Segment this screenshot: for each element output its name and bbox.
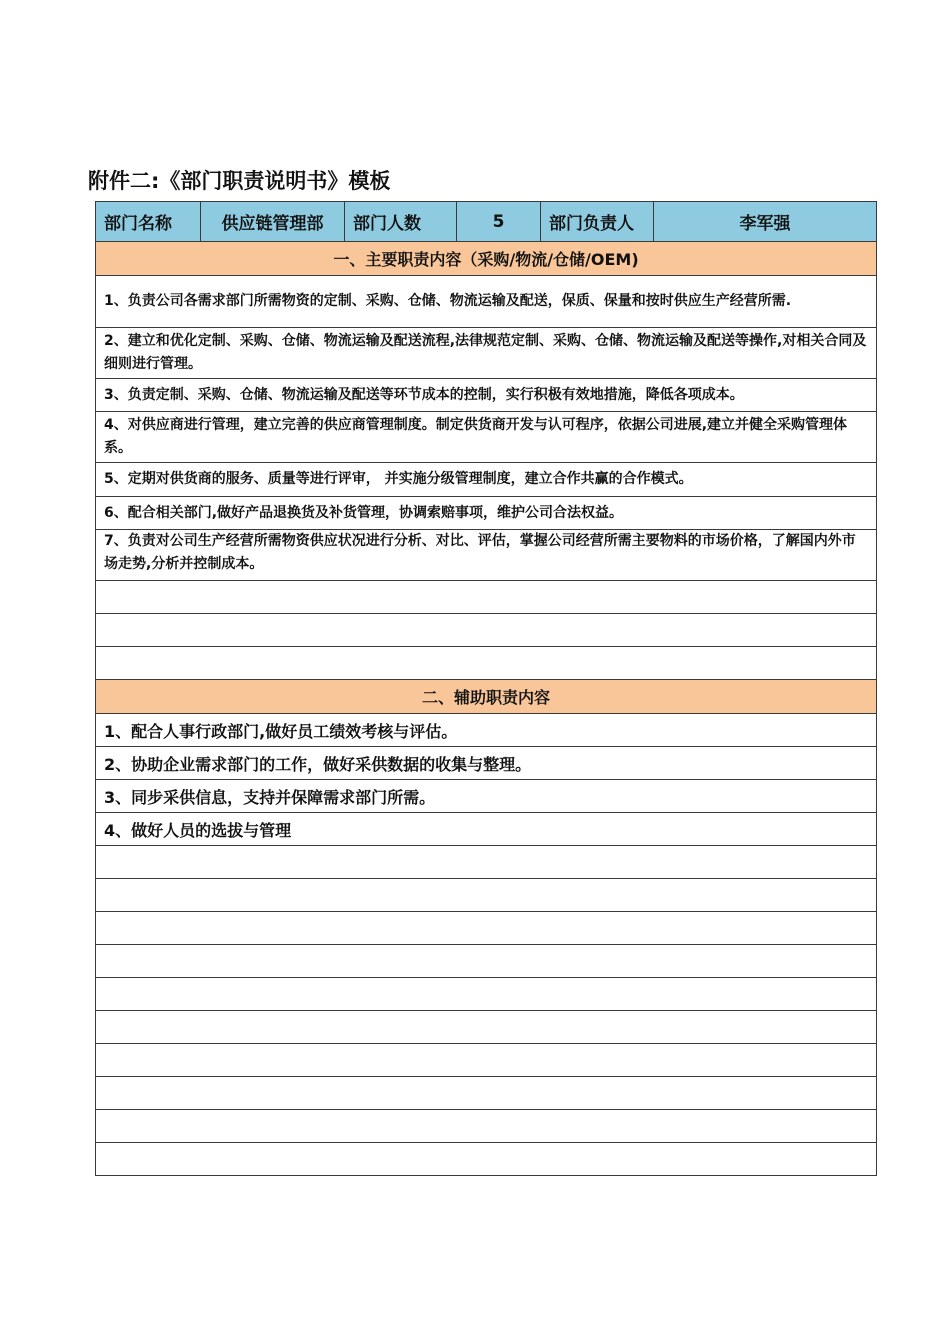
aux-duty-4: 4、做好人员的选拔与管理 xyxy=(96,813,877,846)
blank-cell xyxy=(96,879,877,912)
table-row xyxy=(96,747,877,780)
blank-row xyxy=(96,912,877,945)
table-row xyxy=(96,328,877,379)
table-row xyxy=(96,412,877,463)
blank-cell xyxy=(96,1110,877,1143)
blank-row xyxy=(96,647,877,680)
main-duty-3: 3、负责定制、采购、仓储、物流运输及配送等环节成本的控制，实行积极有效地措施，降低各项成本。 xyxy=(96,379,877,412)
blank-row xyxy=(96,879,877,912)
section-2-title: 二、辅助职责内容 xyxy=(96,680,877,714)
blank-row xyxy=(96,945,877,978)
headcount-label: 部门人数 xyxy=(345,202,457,242)
table-row xyxy=(96,813,877,846)
table-row xyxy=(96,276,877,328)
dept-name-value: 供应链管理部 xyxy=(201,202,345,242)
blank-cell xyxy=(96,1044,877,1077)
blank-cell xyxy=(96,846,877,879)
table-row xyxy=(96,463,877,497)
leader-label: 部门负责人 xyxy=(541,202,654,242)
table-row xyxy=(96,379,877,412)
table-row xyxy=(96,530,877,581)
header-row xyxy=(96,202,877,242)
aux-duty-2: 2、协助企业需求部门的工作，做好采供数据的收集与整理。 xyxy=(96,747,877,780)
blank-row xyxy=(96,1143,877,1176)
main-duty-2: 2、建立和优化定制、采购、仓储、物流运输及配送流程,法律规范定制、采购、仓储、物流运输及配送等操作,对相关合同及细则进行管理。 xyxy=(96,328,877,379)
blank-row xyxy=(96,614,877,647)
blank-cell xyxy=(96,581,877,614)
blank-cell xyxy=(96,614,877,647)
blank-row xyxy=(96,1011,877,1044)
blank-cell xyxy=(96,647,877,680)
blank-row xyxy=(96,978,877,1011)
document-title: 附件二:《部门职责说明书》模板 xyxy=(88,169,391,193)
blank-cell xyxy=(96,1011,877,1044)
blank-row xyxy=(96,846,877,879)
leader-value: 李军强 xyxy=(654,202,877,242)
headcount-value: 5 xyxy=(457,202,541,242)
table-row xyxy=(96,714,877,747)
section-1-header xyxy=(96,242,877,276)
blank-row xyxy=(96,581,877,614)
dept-name-label: 部门名称 xyxy=(96,202,201,242)
blank-row xyxy=(96,1077,877,1110)
blank-cell xyxy=(96,912,877,945)
blank-cell xyxy=(96,978,877,1011)
blank-row xyxy=(96,1044,877,1077)
main-duty-7: 7、负责对公司生产经营所需物资供应状况进行分析、对比、评估，掌握公司经营所需主要物料的市场价格，了解国内外市场走势,分析并控制成本。 xyxy=(96,530,877,581)
main-duty-5: 5、定期对供货商的服务、质量等进行评审， 并实施分级管理制度，建立合作共赢的合作模式。 xyxy=(96,463,877,497)
main-duty-6: 6、配合相关部门,做好产品退换货及补货管理，协调索赔事项，维护公司合法权益。 xyxy=(96,497,877,530)
main-duty-4: 4、对供应商进行管理，建立完善的供应商管理制度。制定供货商开发与认可程序，依据公司进展,建立并健全采购管理体系。 xyxy=(96,412,877,463)
aux-duty-3: 3、同步采供信息，支持并保障需求部门所需。 xyxy=(96,780,877,813)
section-1-title: 一、主要职责内容（采购/物流/仓储/OEM) xyxy=(96,242,877,276)
table-row xyxy=(96,780,877,813)
table-row xyxy=(96,497,877,530)
blank-cell xyxy=(96,1143,877,1176)
blank-cell xyxy=(96,1077,877,1110)
department-duty-table xyxy=(95,201,877,1176)
main-duty-1: 1、负责公司各需求部门所需物资的定制、采购、仓储、物流运输及配送，保质、保量和按时供应生产经营所需. xyxy=(96,276,877,328)
aux-duty-1: 1、配合人事行政部门,做好员工绩效考核与评估。 xyxy=(96,714,877,747)
blank-cell xyxy=(96,945,877,978)
section-2-header xyxy=(96,680,877,714)
blank-row xyxy=(96,1110,877,1143)
